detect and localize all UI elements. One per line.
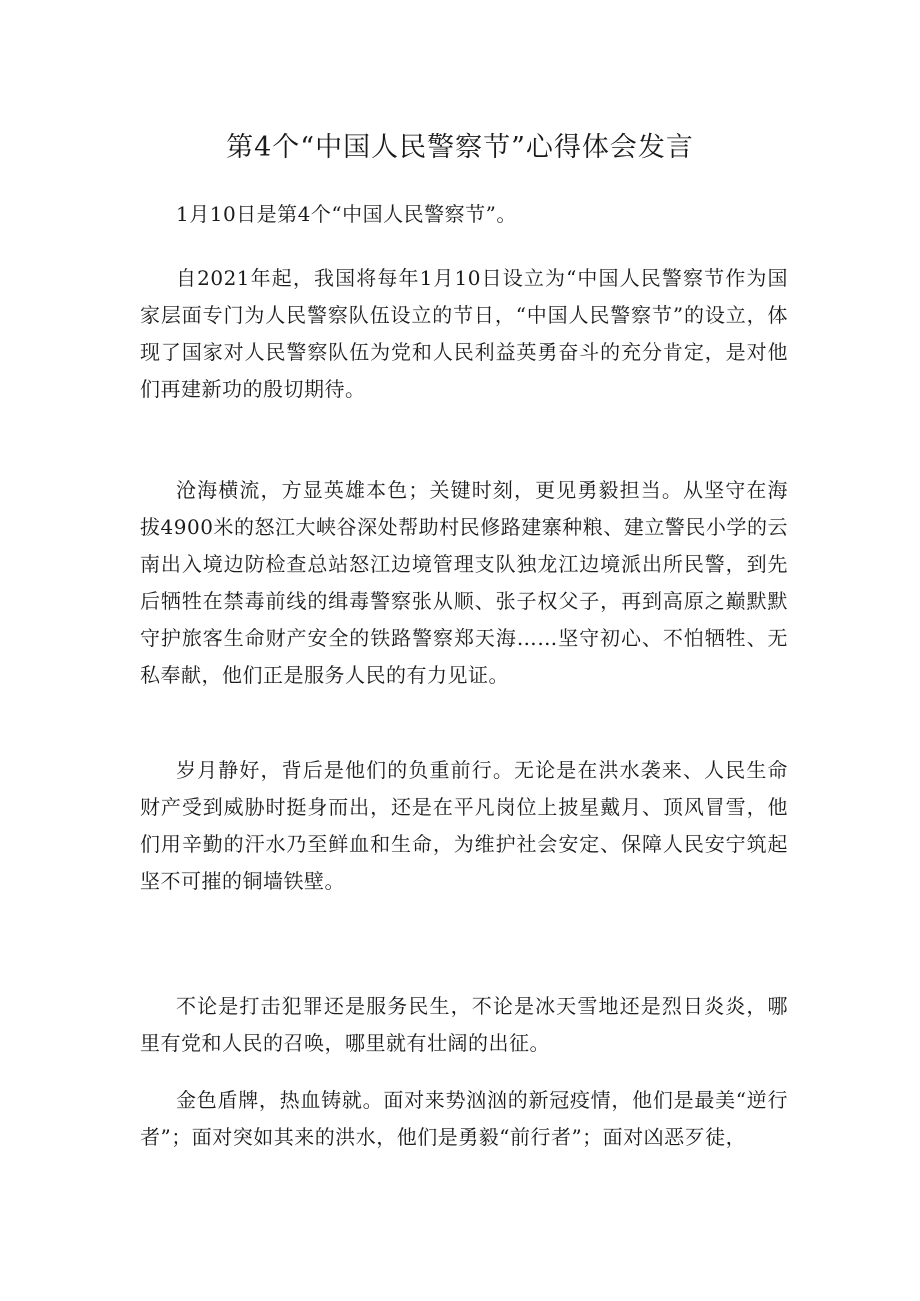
paragraph-1: 1月10日是第4个“中国人民警察节”。 <box>176 202 517 226</box>
paragraph-5: 不论是打击犯罪还是服务民生，不论是冰天雪地还是烈日炎炎，哪里有党和人民的召唤，哪里就有壮阔的出征。 <box>140 994 788 1055</box>
paragraph-6: 金色盾牌，热血铸就。面对来势汹汹的新冠疫情，他们是最美“逆行者”；面对突如其来的洪水，他们是勇毅“前行者”；面对凶恶歹徒， <box>140 1088 788 1149</box>
document-title: 第4个“中国人民警察节”心得体会发言 <box>226 132 694 163</box>
paragraph-4: 岁月静好，背后是他们的负重前行。无论是在洪水袭来、人民生命财产受到威胁时挺身而出，还是在平凡岗位上披星戴月、顶风冒雪，他们用辛勤的汗水乃至鲜血和生命，为维护社会安定、保障人民安宁筑起坚不可摧的铜墙铁壁。 <box>140 758 788 893</box>
paragraph-2: 自2021年起，我国将每年1月10日设立为“中国人民警察节作为国家层面专门为人民警察队伍设立的节日，“中国人民警察节”的设立，体现了国家对人民警察队伍为党和人民利益英勇奋斗的充分肯定，是对他们再建新功的殷切期待。 <box>140 266 788 401</box>
paragraph-3: 沧海横流，方显英雄本色；关键时刻，更见勇毅担当。从坚守在海拔4900米的怒江大峡谷深处帮助村民修路建寨种粮、建立警民小学的云南出入境边防检查总站怒江边境管理支队独龙江边境派出所民警，到先后牺牲在禁毒前线的缉毒警察张从顺、张子权父子，再到高原之巅默默守护旅客生命财产安全的铁路警察郑天海……坚守初心、不怕牺牲、无私奉献，他们正是服务人民的有力见证。 <box>140 478 788 687</box>
